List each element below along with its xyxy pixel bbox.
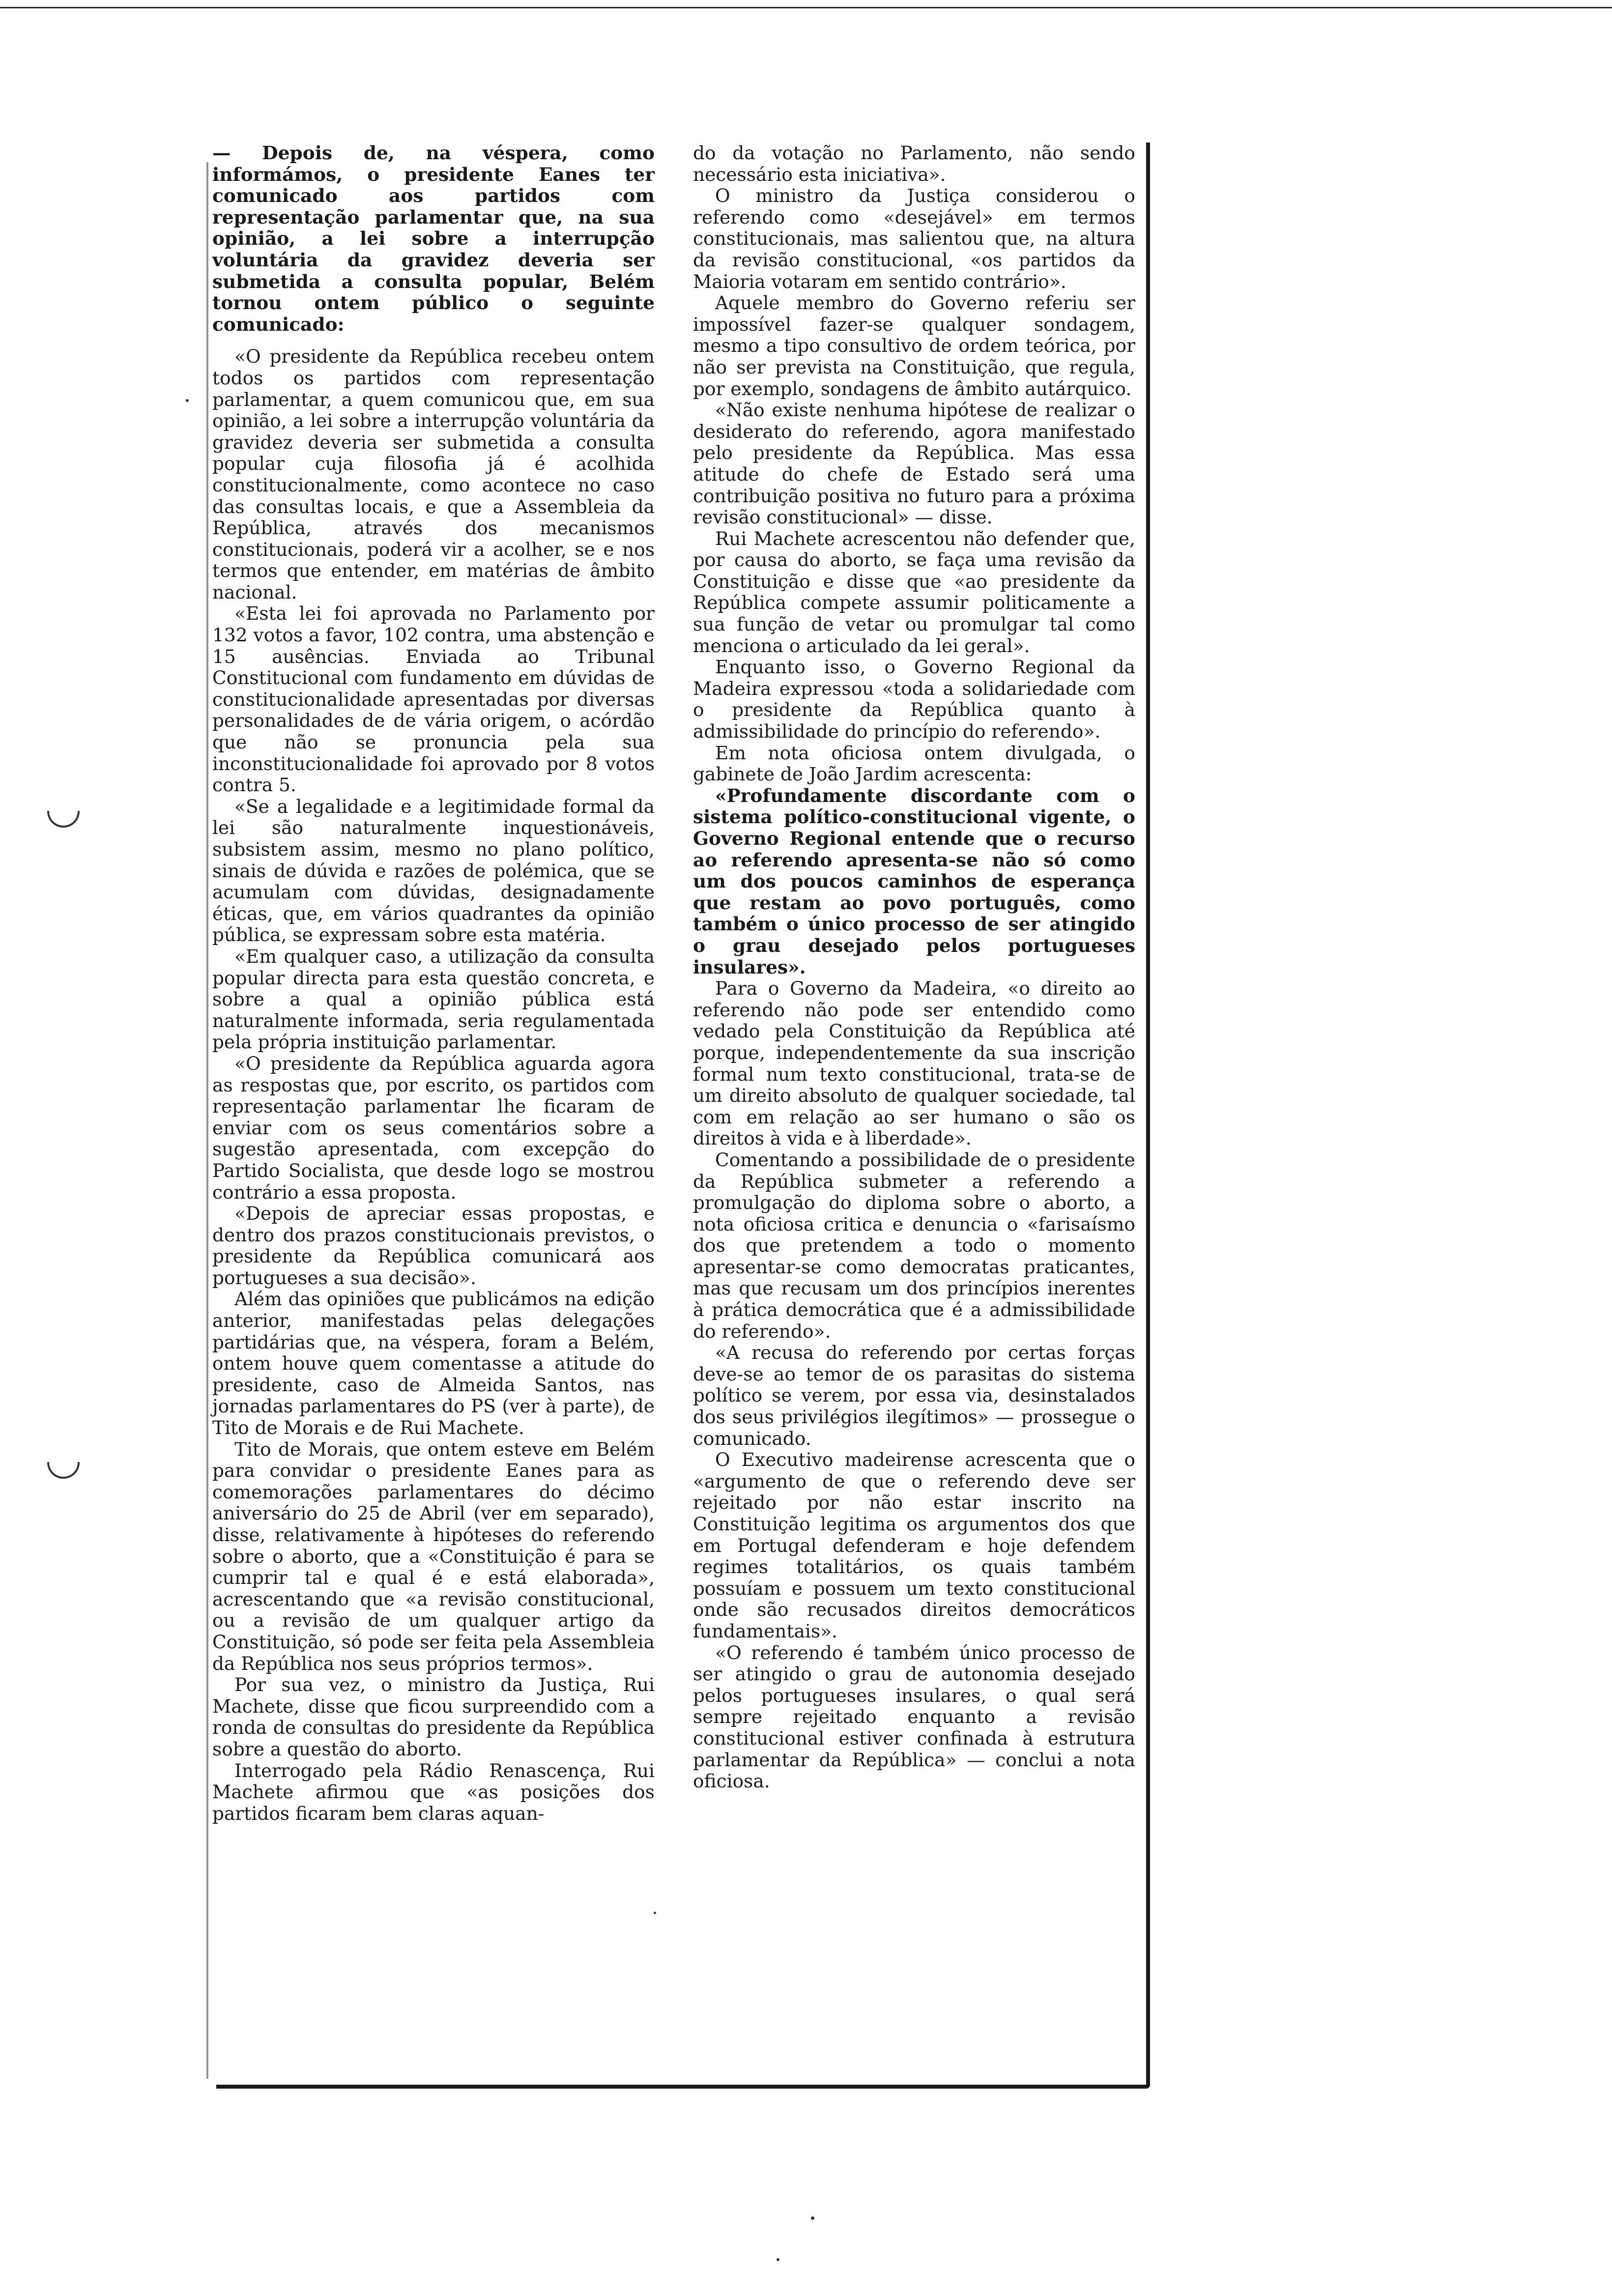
article-paragraph: Além das opiniões que publicámos na edição anterior, manifestadas pelas delegações partidárias que, na véspera, foram a Belém, ontem houve quem comentasse a atitude do presidente, caso de Almeida Santos, nas jornadas parlamentares do PS (ver à parte), de Tito de Morais e de Rui Machete. (212, 1288, 655, 1439)
scan-speck (811, 2216, 814, 2220)
article-paragraph: «Profundamente discordante com o sistema político-constitucional vigente, o Governo Regional entende que o recurso ao referendo apresenta-se não só como um dos poucos caminhos de esperança que restam ao povo português, como também o único processo de ser atingido o grau desejado pelos portugueses insulares». (693, 784, 1135, 978)
article-paragraph: Aquele membro do Governo referiu ser impossível fazer-se qualquer sondagem, mesmo a tipo consultivo de ordem teórica, por não ser prevista na Constituição, que regula, por exemplo, sondagens de âmbito autárquico. (693, 292, 1135, 400)
punch-hole-mark (47, 811, 80, 828)
newspaper-clipping (206, 143, 1150, 2098)
punch-hole-mark (47, 1462, 80, 1479)
article-paragraph: «A recusa do referendo por certas forças deve-se ao temor de os parasitas do sistema político se verem, por essa via, desinstalados dos seus privilégios ilegítimos» — prossegue o comunicado. (693, 1342, 1135, 1449)
article-paragraph: «O presidente da República recebeu ontem todos os partidos com representação parlamentar, a quem comunicou que, em sua opinião, a lei sobre a interrupção voluntária da gravidez deveria ser submetida a consulta popular cuja filosofia já é acolhida constitucionalmente, como acontece no caso das consultas locais, e que a Assembleia da República, através dos mecanismos constitucionais, poderá vir a acolher, se e nos termos que entender, em matérias de âmbito nacional. (212, 345, 655, 603)
article-paragraph: «Depois de apreciar essas propostas, e dentro dos prazos constitucionais previstos, o presidente da República comunicará aos portugueses a sua decisão». (212, 1203, 655, 1289)
article-column-right (693, 143, 1135, 1792)
article-paragraph: O Executivo madeirense acrescenta que o «argumento de que o referendo deve ser rejeitado por não estar inscrito na Constituição legitima os argumentos dos que em Portugal defenderam e hoje defendem regimes totalitários, os quais também possuíam e possuem um texto constitucional onde são recusados direitos democráticos fundamentais». (693, 1449, 1135, 1642)
article-paragraph: Para o Governo da Madeira, «o direito ao referendo não pode ser entendido como vedado pela Constituição da República até porque, independentemente da sua inscrição formal num texto constitucional, trata-se de um direito absoluto de qualquer sociedade, tal com em relação ao ser humano o são os direitos à vida e à liberdade». (693, 977, 1135, 1149)
article-paragraph: Comentando a possibilidade de o presidente da República submeter a referendo a promulgação do diploma sobre o aborto, a nota oficiosa critica e denuncia o «farisaísmo dos que pretendem a todo o momento apresentar-se como democratas praticantes, mas que recusam um dos princípios inerentes à prática democrática que é a admissibilidade do referendo». (693, 1148, 1135, 1342)
article-column-left (212, 143, 655, 1824)
article-paragraph: «O referendo é também único processo de ser atingido o grau de autonomia desejado pelos portugueses insulares, o qual será sempre rejeitado enquanto a revisão constitucional estiver confinada à estrutura parlamentar da República» — conclui a nota oficiosa. (693, 1641, 1135, 1792)
article-paragraph: Por sua vez, o ministro da Justiça, Rui Machete, disse que ficou surpreendido com a ronda de consultas do presidente da República sobre a questão do aborto. (212, 1674, 655, 1760)
article-paragraph: «Não existe nenhuma hipótese de realizar o desiderato do referendo, agora manifestado pelo presidente da República. Mas essa atitude do chefe de Estado será uma contribuição positiva no futuro para a próxima revisão constitucional» — disse. (693, 399, 1135, 528)
article-paragraph: Interrogado pela Rádio Renascença, Rui Machete afirmou que «as posições dos partidos ficaram bem claras aquan- (212, 1759, 655, 1824)
article-paragraph: «Esta lei foi aprovada no Parlamento por 132 votos a favor, 102 contra, uma abstenção e 15 ausências. Enviada ao Tribunal Constitucional com fundamento em dúvidas de constitucionalidade apresentadas por diversas personalidades de de vária origem, o acórdão que não se pronuncia pela sua inconstitucionalidade foi aprovado por 8 votos contra 5. (212, 603, 655, 796)
article-paragraph: «O presidente da República aguarda agora as respostas que, por escrito, os partidos com representação parlamentar lhe ficaram de enviar com os seus comentários sobre a sugestão apresentada, com excepção do Partido Socialista, que desde logo se mostrou contrário a essa proposta. (212, 1052, 655, 1203)
article-paragraph: do da votação no Parlamento, não sendo necessário esta iniciativa». (693, 142, 1135, 185)
article-paragraph: O ministro da Justiça considerou o referendo como «desejável» em termos constitucionais, mas salientou que, na altura da revisão constitucional, «os partidos da Maioria votaram em sentido contrário». (693, 185, 1135, 292)
article-paragraph: Rui Machete acrescentou não defender que, por causa do aborto, se faça uma revisão da Constituição e disse que «ao presidente da República compete assumir politicamente a sua função de vetar ou promulgar tal como menciona o articulado da lei geral». (693, 527, 1135, 657)
scan-speck (186, 399, 189, 402)
article-paragraph: «Se a legalidade e a legitimidade formal da lei são naturalmente inquestionáveis, subsistem assim, mesmo no plano político, sinais de dúvida e razões de polémica, que se acumulam com dúvidas, designadamente éticas, que, em vários quadrantes da opinião pública, se expressam sobre esta matéria. (212, 795, 655, 946)
page-top-rule (0, 7, 1612, 8)
article-paragraph: Tito de Morais, que ontem esteve em Belém para convidar o presidente Eanes para as comemorações parlamentares do décimo aniversário do 25 de Abril (ver em separado), disse, relativamente à hipóteses do referendo sobre o aborto, que a «Constituição é para se cumprir tal e qual é e está elaborada», acrescentando que «a revisão constitucional, ou a revisão de um qualquer artigo da Constituição, só pode ser feita pela Assembleia da República nos seus próprios termos». (212, 1438, 655, 1674)
clipping-left-edge (206, 162, 208, 2079)
article-paragraph: Em nota oficiosa ontem divulgada, o gabinete de João Jardim acrescenta: (693, 742, 1135, 785)
article-paragraph: Enquanto isso, o Governo Regional da Madeira expressou «toda a solidariedade com o presidente da República quanto à admissibilidade do princípio do referendo». (693, 656, 1135, 743)
article-lead-paragraph: — Depois de, na véspera, como informámos, o presidente Eanes ter comunicado aos partidos com representação parlamentar que, na sua opinião, a lei sobre a interrupção voluntária da gravidez deveria ser submetida a consulta popular, Belém tornou ontem público o seguinte comunicado: (212, 142, 655, 335)
article-paragraph: «Em qualquer caso, a utilização da consulta popular directa para esta questão concreta, e sobre a qual a opinião pública está naturalmente informada, seria regulamentada pela própria instituição parlamentar. (212, 945, 655, 1053)
clipping-bottom-border (216, 2085, 1150, 2089)
scan-speck (777, 2258, 779, 2261)
clipping-right-border (1146, 143, 1150, 2089)
